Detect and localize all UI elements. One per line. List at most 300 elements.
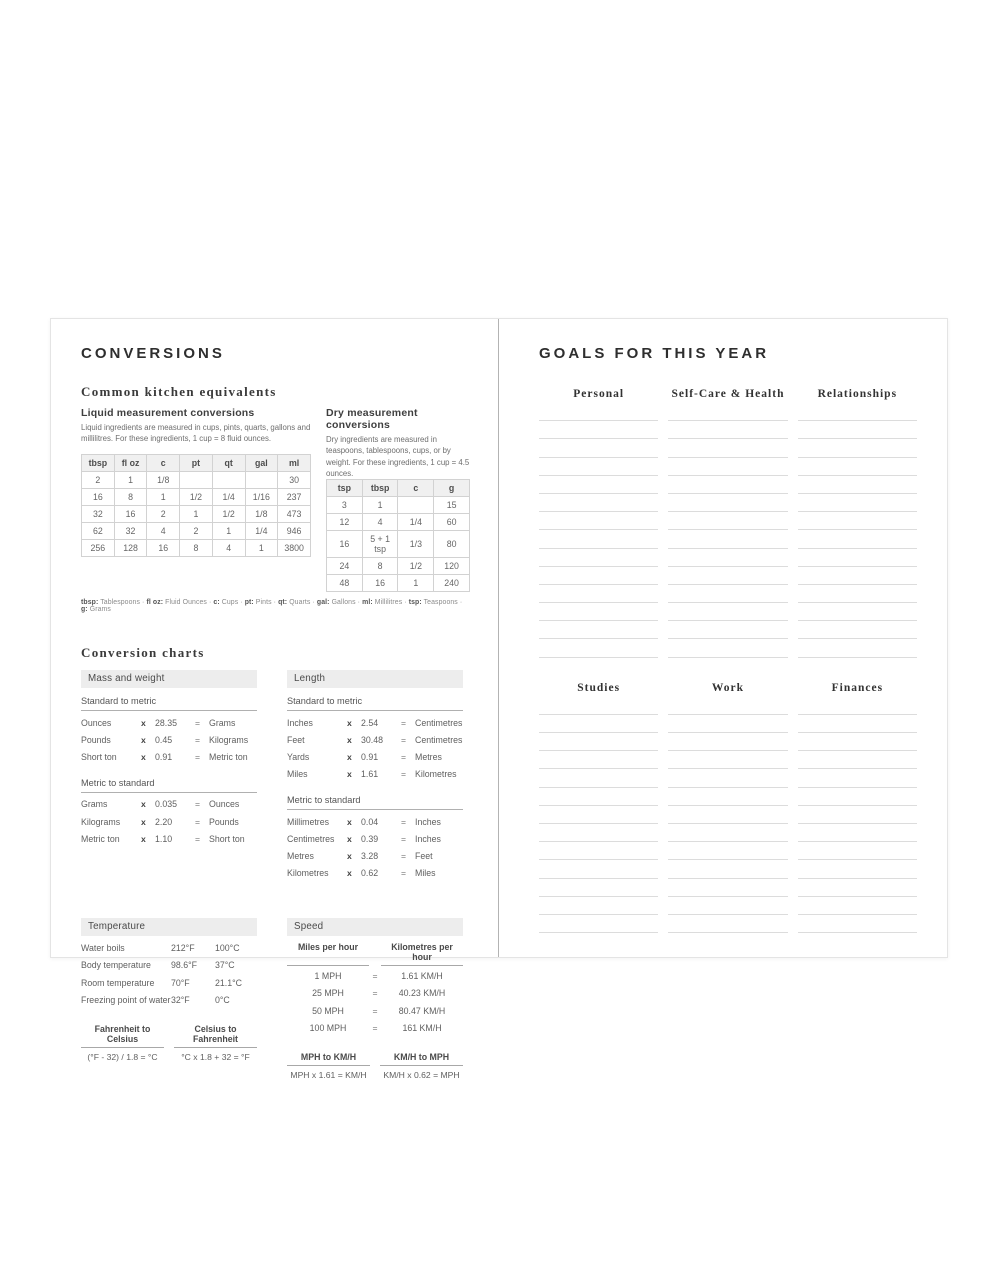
multiply-symbol: x — [141, 799, 146, 810]
table-header-row — [326, 480, 469, 497]
goals-ruled-lines — [539, 403, 917, 658]
ruled-line — [798, 715, 917, 733]
ruled-line — [668, 458, 787, 476]
abbreviation: qt: — [278, 599, 288, 607]
conversion-factor: 28.35 — [155, 717, 178, 728]
kitchen-equivalents-heading: Common kitchen equivalents — [81, 384, 277, 399]
table-cell: 15 — [434, 497, 470, 514]
table-cell: 1 — [147, 489, 180, 506]
subsection-heading: Metric to standard — [81, 778, 257, 793]
ruled-line — [798, 806, 917, 824]
dry-measurement-block — [326, 407, 470, 592]
table-cell: 1 — [180, 506, 213, 523]
formula-text: MPH x 1.61 = KM/H — [290, 1070, 367, 1081]
ruled-line — [668, 512, 787, 530]
temperature-label: Room temperature — [81, 977, 155, 988]
liquid-table-row — [82, 489, 311, 506]
column-header: c — [147, 455, 180, 472]
ruled-line — [539, 603, 658, 621]
goals-section — [539, 682, 917, 933]
conversion-factor: 0.39 — [361, 833, 379, 844]
table-cell: 128 — [114, 540, 147, 557]
table-cell: 2 — [147, 506, 180, 523]
speed-row — [287, 1019, 463, 1036]
table-cell: 16 — [82, 489, 115, 506]
speed-row — [287, 968, 463, 985]
kmh-value: 80.47 KM/H — [398, 1005, 446, 1016]
temperature-row — [81, 957, 257, 974]
ruled-line — [798, 458, 917, 476]
celsius-value: 100°C — [215, 943, 240, 954]
unit-from: Millimetres — [287, 816, 330, 827]
goals-section — [539, 388, 917, 658]
table-cell: 24 — [326, 558, 362, 575]
formula-text: (°F - 32) / 1.8 = °C — [87, 1052, 158, 1063]
ruled-line — [539, 733, 658, 751]
temperature-rows — [81, 940, 257, 1009]
unit-from: Ounces — [81, 717, 112, 728]
table-cell: 1/4 — [398, 514, 434, 531]
ruled-line — [668, 733, 787, 751]
conversion-row — [81, 731, 257, 748]
ruled-line — [798, 860, 917, 878]
ruled-line — [668, 639, 787, 657]
conversion-row — [81, 796, 257, 813]
table-cell: 1 — [212, 523, 245, 540]
celsius-value: 0°C — [215, 994, 230, 1005]
fahrenheit-value: 98.6°F — [171, 960, 198, 971]
speed-column-headers — [287, 942, 463, 966]
table-cell: 1/8 — [147, 472, 180, 489]
section-bar: Mass and weight — [81, 670, 257, 688]
column-header: pt — [180, 455, 213, 472]
equals-symbol: = — [372, 971, 378, 982]
column-header: fl oz — [114, 455, 147, 472]
multiply-symbol: x — [347, 752, 352, 763]
unit-from: Metres — [287, 850, 314, 861]
dry-table-row — [326, 497, 469, 514]
formula-pair — [287, 1052, 463, 1080]
conversion-factor: 0.62 — [361, 868, 379, 879]
goals-column-header: Relationships — [817, 388, 898, 400]
equals-symbol: = — [401, 717, 407, 728]
ruled-line — [668, 549, 787, 567]
ruled-line — [539, 751, 658, 769]
multiply-symbol: x — [347, 850, 352, 861]
unit-from: Pounds — [81, 734, 111, 745]
ruled-line — [668, 842, 787, 860]
unit-to: Centimetres — [415, 734, 463, 745]
table-cell: 256 — [82, 540, 115, 557]
unit-from: Yards — [287, 752, 310, 763]
table-cell: 3800 — [278, 540, 311, 557]
ruled-line — [539, 806, 658, 824]
unit-from: Centimetres — [287, 833, 335, 844]
goals-column-headers — [539, 388, 917, 400]
multiply-symbol: x — [141, 717, 146, 728]
table-cell — [398, 497, 434, 514]
ruled-line — [668, 403, 787, 421]
ruled-line — [798, 585, 917, 603]
table-cell: 1/2 — [212, 506, 245, 523]
ruled-line — [798, 439, 917, 457]
ruled-line — [668, 806, 787, 824]
goals-ruled-lines — [539, 697, 917, 933]
table-cell — [212, 472, 245, 489]
ruled-line — [539, 549, 658, 567]
formula-heading: KM/H to MPH — [380, 1052, 463, 1066]
table-cell: 1/8 — [245, 506, 278, 523]
ruled-line — [798, 549, 917, 567]
unit-to: Inches — [415, 833, 441, 844]
ruled-line — [668, 897, 787, 915]
equals-symbol: = — [401, 752, 407, 763]
table-cell: 62 — [82, 523, 115, 540]
equals-symbol: = — [401, 850, 407, 861]
multiply-symbol: x — [347, 734, 352, 745]
ruled-line — [798, 879, 917, 897]
ruled-line — [798, 512, 917, 530]
ruled-line — [539, 842, 658, 860]
table-cell: 8 — [362, 558, 398, 575]
table-cell: 946 — [278, 523, 311, 540]
planner-spread — [50, 318, 948, 1081]
conversion-factor: 30.48 — [361, 734, 384, 745]
column-header: tbsp — [82, 455, 115, 472]
dry-conversion-table — [326, 479, 470, 592]
ruled-line — [539, 879, 658, 897]
fahrenheit-value: 212°F — [171, 943, 195, 954]
column-header: g — [434, 480, 470, 497]
fahrenheit-value: 32°F — [171, 994, 190, 1005]
conversion-rows — [81, 796, 257, 848]
ruled-line — [798, 769, 917, 787]
abbreviation: gal: — [316, 599, 330, 607]
ruled-line — [798, 403, 917, 421]
liquid-table-row — [82, 523, 311, 540]
conversion-factor: 0.91 — [155, 752, 173, 763]
table-cell: 16 — [362, 575, 398, 592]
ruled-line — [798, 639, 917, 657]
table-cell: 5 + 1 tsp — [362, 531, 398, 558]
ruled-line — [668, 751, 787, 769]
goals-column-header: Finances — [831, 681, 884, 694]
kmh-value: 40.23 KM/H — [398, 988, 446, 999]
page-title-goals: GOALS FOR THIS YEAR — [538, 345, 770, 362]
goals-column-header: Studies — [577, 681, 621, 694]
table-cell: 1/4 — [212, 489, 245, 506]
conversion-row — [287, 749, 463, 766]
multiply-symbol: x — [347, 769, 352, 780]
column-header: gal — [245, 455, 278, 472]
ruled-line — [668, 476, 787, 494]
multiply-symbol: x — [141, 734, 146, 745]
column-header: c — [398, 480, 434, 497]
column-header: tbsp — [362, 480, 398, 497]
unit-to: Metres — [415, 752, 442, 763]
ruled-line — [798, 751, 917, 769]
conversion-row — [287, 865, 463, 882]
abbreviation: c: — [213, 599, 220, 607]
table-cell: 4 — [362, 514, 398, 531]
equals-symbol: = — [195, 816, 201, 827]
conversion-factor: 2.54 — [361, 717, 379, 728]
dry-table-row — [326, 575, 469, 592]
table-cell: 32 — [82, 506, 115, 523]
ruled-line — [798, 733, 917, 751]
ruled-line — [539, 421, 658, 439]
ruled-line — [668, 439, 787, 457]
temperature-label: Water boils — [81, 943, 125, 954]
equals-symbol: = — [401, 868, 407, 879]
unit-to: Grams — [209, 717, 236, 728]
table-cell: 2 — [82, 472, 115, 489]
ruled-line — [668, 915, 787, 933]
temperature-section — [81, 918, 257, 1081]
equals-symbol: = — [195, 799, 201, 810]
unit-to: Feet — [415, 850, 433, 861]
table-cell: 32 — [114, 523, 147, 540]
formula-heading: Fahrenheit to Celsius — [81, 1024, 164, 1048]
formula-cell — [380, 1052, 463, 1080]
conversion-factor: 2.20 — [155, 816, 173, 827]
liquid-measurement-block — [81, 407, 311, 592]
ruled-line — [798, 842, 917, 860]
equals-symbol: = — [195, 734, 201, 745]
formula-heading: MPH to KM/H — [287, 1052, 370, 1066]
dry-measurement-description: Dry ingredients are measured in teaspoons, tablespoons, cups, or by weight. For these ingredients, 1 cup = 4.5 ounces. — [325, 435, 470, 478]
ruled-line — [539, 585, 658, 603]
ruled-line — [539, 860, 658, 878]
equals-symbol: = — [401, 833, 407, 844]
spacer — [369, 942, 381, 966]
mph-value: 100 MPH — [309, 1022, 347, 1033]
conversion-row — [81, 830, 257, 847]
formula-heading: Celsius to Fahrenheit — [174, 1024, 257, 1048]
table-cell: 4 — [147, 523, 180, 540]
ruled-line — [798, 421, 917, 439]
conversion-factor: 3.28 — [361, 850, 379, 861]
conversion-factor: 0.45 — [155, 734, 173, 745]
abbreviation: g: — [81, 606, 88, 614]
table-header-row — [82, 455, 311, 472]
abbreviation: tsp: — [408, 599, 422, 607]
ruled-line — [539, 439, 658, 457]
unit-to: Metric ton — [209, 752, 248, 763]
kmh-column-header: Kilometres per hour — [381, 942, 463, 966]
table-cell: 80 — [434, 531, 470, 558]
ruled-line — [539, 715, 658, 733]
liquid-table-row — [82, 506, 311, 523]
table-cell: 60 — [434, 514, 470, 531]
goals-column-header: Work — [711, 681, 745, 694]
abbreviation: pt: — [244, 599, 254, 607]
equals-symbol: = — [372, 1005, 378, 1016]
ruled-line — [539, 476, 658, 494]
conversion-row — [81, 714, 257, 731]
unit-to: Inches — [415, 816, 441, 827]
multiply-symbol: x — [141, 816, 146, 827]
unit-from: Miles — [287, 769, 308, 780]
table-cell: 120 — [434, 558, 470, 575]
temperature-row — [81, 974, 257, 991]
table-cell: 8 — [114, 489, 147, 506]
ruled-line — [798, 915, 917, 933]
ruled-line — [798, 621, 917, 639]
unit-from: Short ton — [81, 752, 117, 763]
abbreviation: tbsp: — [81, 599, 99, 607]
multiply-symbol: x — [141, 752, 146, 763]
ruled-line — [668, 603, 787, 621]
liquid-conversion-table — [81, 454, 311, 557]
equals-symbol: = — [372, 988, 378, 999]
ruled-line — [668, 494, 787, 512]
table-cell: 1/2 — [180, 489, 213, 506]
subsection-heading: Standard to metric — [287, 696, 463, 711]
unit-from: Kilometres — [287, 868, 329, 879]
unit-to: Kilometres — [415, 769, 457, 780]
ruled-line — [668, 421, 787, 439]
goals-sections — [539, 388, 917, 933]
ruled-line — [539, 403, 658, 421]
fahrenheit-value: 70°F — [171, 977, 190, 988]
table-cell: 16 — [147, 540, 180, 557]
table-cell: 1 — [114, 472, 147, 489]
kitchen-equivalents-section — [81, 384, 470, 613]
table-cell: 1 — [398, 575, 434, 592]
liquid-measurement-description: Liquid ingredients are measured in cups, pints, quarts, gallons and millilitres. For these ingredients, 1 cup = 8 fluid ounces. — [81, 423, 311, 444]
temperature-row — [81, 991, 257, 1008]
conversion-factor: 1.10 — [155, 833, 173, 844]
conversion-charts-section — [81, 645, 470, 1080]
formula-cell — [287, 1052, 370, 1080]
abbreviation: fl oz: — [146, 599, 164, 607]
ruled-line — [539, 567, 658, 585]
conversion-rows — [81, 714, 257, 766]
ruled-line — [798, 494, 917, 512]
unit-from: Metric ton — [81, 833, 120, 844]
mph-column-header: Miles per hour — [287, 942, 369, 966]
ruled-line — [798, 788, 917, 806]
temperature-label: Freezing point of water — [81, 994, 171, 1005]
ruled-line — [668, 621, 787, 639]
multiply-symbol: x — [347, 833, 352, 844]
abbreviation-footnote: tbsp: Tablespoons · fl oz: Fluid Ounces · c: Cups · pt: Pints · qt: Quarts · gal: Gallons · ml: Millilitres · tsp: Teaspoons · g: Grams — [81, 599, 463, 614]
ruled-line — [668, 530, 787, 548]
equals-symbol: = — [401, 734, 407, 745]
mph-value: 25 MPH — [312, 988, 344, 999]
ruled-line — [798, 697, 917, 715]
multiply-symbol: x — [347, 816, 352, 827]
unit-to: Miles — [415, 868, 436, 879]
column-header: ml — [278, 455, 311, 472]
column-header: tsp — [326, 480, 362, 497]
conversion-factor: 1.61 — [361, 769, 379, 780]
ruled-line — [539, 458, 658, 476]
formula-cell — [174, 1024, 257, 1062]
ruled-line — [539, 621, 658, 639]
table-cell: 1/4 — [245, 523, 278, 540]
table-cell: 16 — [114, 506, 147, 523]
mass-and-weight-section — [81, 670, 257, 882]
ruled-line — [668, 788, 787, 806]
formula-text: KM/H x 0.62 = MPH — [383, 1070, 460, 1081]
liquid-table-row — [82, 540, 311, 557]
conversion-factor: 0.04 — [361, 816, 379, 827]
table-cell: 2 — [180, 523, 213, 540]
column-header: qt — [212, 455, 245, 472]
conversions-page — [51, 319, 499, 1081]
conversion-row — [81, 813, 257, 830]
ruled-line — [668, 860, 787, 878]
liquid-measurement-title: Liquid measurement conversions — [81, 407, 255, 419]
formula-text: °C x 1.8 + 32 = °F — [181, 1052, 250, 1063]
liquid-table-row — [82, 472, 311, 489]
table-cell: 1/16 — [245, 489, 278, 506]
unit-from: Grams — [81, 799, 108, 810]
multiply-symbol: x — [141, 833, 146, 844]
table-cell: 1/3 — [398, 531, 434, 558]
speed-row — [287, 985, 463, 1002]
ruled-line — [539, 512, 658, 530]
conversion-row — [81, 749, 257, 766]
mph-value: 1 MPH — [314, 971, 342, 982]
equals-symbol: = — [195, 717, 201, 728]
temperature-label: Body temperature — [81, 960, 151, 971]
table-cell: 12 — [326, 514, 362, 531]
equals-symbol: = — [195, 752, 201, 763]
table-cell: 16 — [326, 531, 362, 558]
kmh-value: 1.61 KM/H — [401, 971, 443, 982]
ruled-line — [668, 769, 787, 787]
conversion-rows — [287, 714, 463, 783]
dry-table-row — [326, 558, 469, 575]
table-cell: 3 — [326, 497, 362, 514]
ruled-line — [539, 915, 658, 933]
goals-column-header: Personal — [573, 388, 625, 400]
conversion-rows — [287, 813, 463, 882]
table-cell: 30 — [278, 472, 311, 489]
table-cell — [245, 472, 278, 489]
ruled-line — [539, 788, 658, 806]
table-cell: 237 — [278, 489, 311, 506]
equals-symbol: = — [401, 769, 407, 780]
unit-from: Inches — [287, 717, 313, 728]
ruled-line — [668, 879, 787, 897]
conversion-factor: 0.035 — [155, 799, 178, 810]
abbreviation: ml: — [362, 599, 373, 607]
ruled-line — [668, 715, 787, 733]
ruled-line — [539, 494, 658, 512]
page-title-conversions: CONVERSIONS — [81, 345, 225, 362]
ruled-line — [798, 603, 917, 621]
unit-from: Kilograms — [81, 816, 121, 827]
ruled-line — [539, 530, 658, 548]
ruled-line — [668, 697, 787, 715]
ruled-line — [668, 585, 787, 603]
table-cell: 48 — [326, 575, 362, 592]
multiply-symbol: x — [347, 868, 352, 879]
ruled-line — [539, 897, 658, 915]
conversion-factor: 0.91 — [361, 752, 379, 763]
goals-column-headers — [539, 682, 917, 694]
multiply-symbol: x — [347, 717, 352, 728]
equals-symbol: = — [401, 816, 407, 827]
conversion-charts-heading: Conversion charts — [81, 645, 205, 661]
table-cell: 4 — [212, 540, 245, 557]
ruled-line — [798, 897, 917, 915]
section-bar: Temperature — [81, 918, 257, 936]
